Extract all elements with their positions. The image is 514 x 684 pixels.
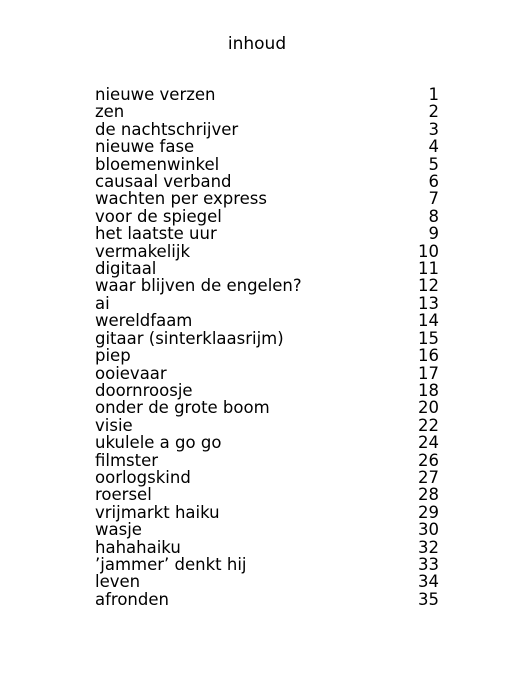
toc-entry: [95, 486, 439, 503]
toc-entry: [95, 156, 439, 173]
toc-entry-title: nieuwe verzen: [95, 85, 216, 104]
toc-entry-page-number: 16: [418, 346, 439, 366]
toc-entry-page-number: 27: [418, 467, 439, 487]
toc-entry-title: onder de grote boom: [95, 398, 270, 418]
toc-entry-title: vrijmarkt haiku: [95, 502, 220, 522]
toc-entry-page-number: 24: [418, 433, 439, 453]
toc-entry-page-number: 12: [418, 276, 439, 296]
toc-entry-title: gitaar (sinterklaasrijm): [95, 328, 284, 348]
toc-entry-title: causaal verband: [95, 172, 232, 192]
toc-entry-page-number: 22: [418, 415, 439, 435]
toc-entry: [95, 452, 439, 469]
toc-entry-page-number: 8: [428, 206, 439, 226]
toc-entry-title: ’jammer’ denkt hij: [95, 554, 247, 574]
toc-entry-title: afronden: [95, 589, 169, 609]
toc-entry-page-number: 33: [418, 554, 439, 574]
toc-entry: [95, 556, 439, 573]
toc-entry-title: vermakelijk: [95, 241, 191, 261]
toc-entry-page-number: 4: [428, 137, 439, 157]
toc-entry-page-number: 1: [428, 85, 439, 104]
toc-entry: [95, 295, 439, 312]
toc-entry-title: de nachtschrijver: [95, 119, 239, 139]
toc-entry: [95, 190, 439, 207]
toc-entry: [95, 591, 439, 608]
toc-entry-title: digitaal: [95, 259, 157, 279]
toc-entry: [95, 399, 439, 416]
toc-entry-page-number: 7: [428, 189, 439, 209]
toc-entry-title: visie: [95, 415, 133, 435]
toc-entry-title: hahahaiku: [95, 537, 181, 557]
toc-entry-title: waar blijven de engelen?: [95, 276, 302, 296]
toc-entry-page-number: 13: [418, 293, 439, 313]
toc-entry-title: ai: [95, 293, 110, 313]
toc-entry-title: ooievaar: [95, 363, 167, 383]
toc-entry-page-number: 9: [428, 224, 439, 244]
toc-entry: [95, 469, 439, 486]
toc-entry-page-number: 2: [428, 102, 439, 122]
toc-entry-page-number: 30: [418, 520, 439, 540]
toc-entry-title: ukulele a go go: [95, 433, 222, 453]
toc-entry-page-number: 6: [428, 172, 439, 192]
toc-entry-page-number: 28: [418, 485, 439, 505]
toc-entry-title: leven: [95, 572, 141, 592]
toc-entry-title: piep: [95, 346, 131, 366]
toc-entry: [95, 277, 439, 294]
toc-entry-page-number: 17: [418, 363, 439, 383]
toc-entry-title: doornroosje: [95, 380, 193, 400]
toc-entry-title: nieuwe fase: [95, 137, 195, 157]
toc-entry: [95, 103, 439, 120]
toc-entry-page-number: 35: [418, 589, 439, 609]
toc-entry: [95, 121, 439, 138]
toc-entry: [95, 243, 439, 260]
toc-entry: [95, 382, 439, 399]
toc-entry-title: het laatste uur: [95, 224, 217, 244]
table-of-contents: [95, 86, 439, 608]
toc-entry: [95, 173, 439, 190]
toc-entry-title: wereldfaam: [95, 311, 193, 331]
toc-entry-page-number: 20: [418, 398, 439, 418]
toc-entry-page-number: 15: [418, 328, 439, 348]
toc-entry-page-number: 3: [428, 119, 439, 139]
page-title: inhoud: [227, 34, 287, 54]
toc-entry: [95, 521, 439, 538]
toc-entry: [95, 365, 439, 382]
toc-entry-page-number: 14: [418, 311, 439, 331]
toc-entry: [95, 138, 439, 155]
toc-entry: [95, 86, 439, 103]
toc-entry: [95, 260, 439, 277]
toc-entry: [95, 539, 439, 556]
toc-entry-title: voor de spiegel: [95, 206, 222, 226]
toc-entry: [95, 208, 439, 225]
toc-entry: [95, 504, 439, 521]
toc-entry-page-number: 18: [418, 380, 439, 400]
toc-entry-page-number: 34: [418, 572, 439, 592]
toc-entry-page-number: 11: [418, 259, 439, 279]
toc-entry-page-number: 26: [418, 450, 439, 470]
toc-entry-title: wachten per express: [95, 189, 267, 209]
toc-entry-title: bloemenwinkel: [95, 154, 220, 174]
toc-entry: [95, 347, 439, 364]
toc-entry: [95, 312, 439, 329]
toc-entry-page-number: 5: [428, 154, 439, 174]
toc-entry-title: roersel: [95, 485, 152, 505]
toc-entry-title: oorlogskind: [95, 467, 191, 487]
toc-entry-page-number: 10: [418, 241, 439, 261]
toc-entry-title: zen: [95, 102, 125, 122]
toc-entry: [95, 330, 439, 347]
toc-entry: [95, 434, 439, 451]
toc-entry: [95, 417, 439, 434]
toc-entry: [95, 573, 439, 590]
toc-entry-title: wasje: [95, 520, 142, 540]
toc-entry: [95, 225, 439, 242]
toc-entry-page-number: 29: [418, 502, 439, 522]
toc-entry-title: filmster: [95, 450, 159, 470]
toc-entry-page-number: 32: [418, 537, 439, 557]
